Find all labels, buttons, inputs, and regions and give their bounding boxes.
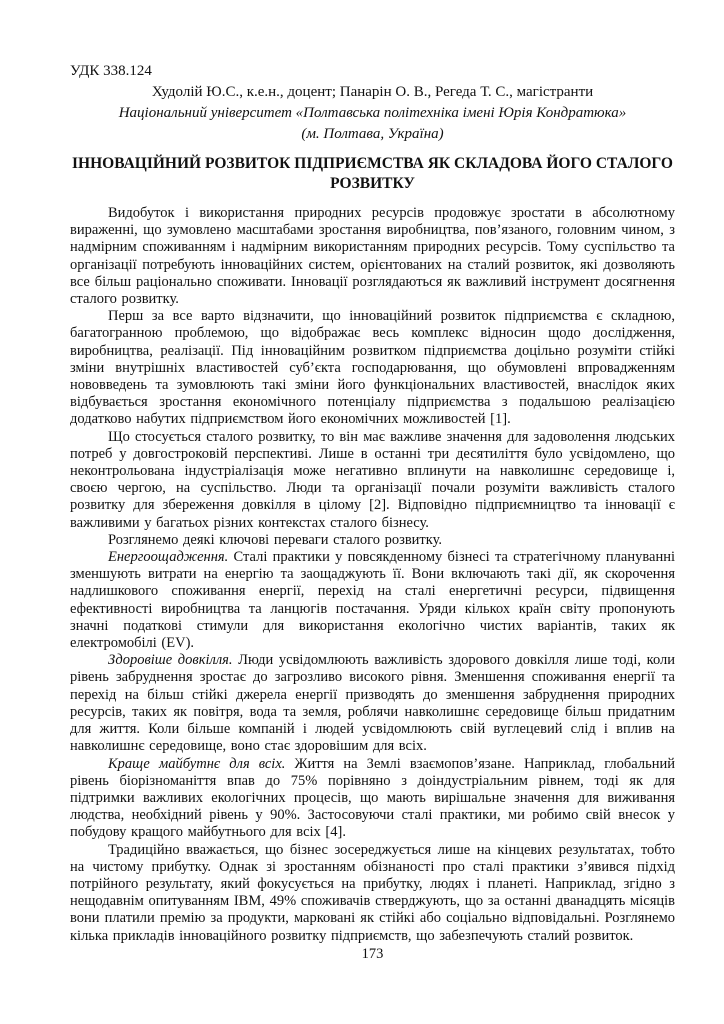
article-body (70, 205, 675, 945)
paragraph-text: Видобуток і використання природних ресурсів продовжує зростати в абсолютному вираженні, що зумовлено масштабами зростання виробництва, пов’язаного, головним чином, з надмірним споживанням і надмірним використанням природних ресурсів. Тому суспільство та організації потребують інноваційних систем, орієнтованих на сталий розвиток, які дозволяють все більш раціонально споживати. Інновації розглядаються як важливий інструмент досягнення сталого розвитку. (70, 205, 675, 308)
paragraph (70, 652, 675, 755)
paragraph-lead-in: Здоровіше довкілля. (108, 652, 239, 669)
location-line: (м. Полтава, Україна) (301, 125, 444, 142)
paragraph (70, 842, 675, 945)
paragraph (70, 205, 675, 308)
paragraph-text: Життя на Землі взаємопов’язане. Наприклад, глобальний рівень біорізноманіття впав до 75% порівняно з доіндустріальним рівнем, тоді як для підтримки важливих екологічних процесів, що мають вирішальне значення для виживання людства, необхідний рівень у 90%. Застосовуючи сталі практики, ми робимо свій внесок у побудову кращого майбутнього для всіх [4]. (70, 755, 675, 841)
paragraph-text: Люди усвідомлюють важливість здорового довкілля лише тоді, коли рівень забруднення зростає до загрозливо високого рівня. Зменшення споживання енергії та перехід на більш стійкі джерела енергії призводять до зменшення забруднення природних ресурсів, таких як повітря, вода та земля, роблячи навколишнє середовище більш придатним для життя. Коли більше компаній і людей усвідомлюють свій вуглецевий слід і вплив на навколишнє середовище, воно стає здоровішим для всіх. (70, 652, 675, 755)
paragraph (70, 532, 675, 549)
paragraph-text: Перш за все варто відзначити, що інноваційний розвиток підприємства є складною, багатогранною проблемою, що відображає весь комплекс відносин щодо дослідження, виробництва, реалізації. Під інноваційним розвитком підприємства доцільно розуміти стійкі зміни внутрішніх властивостей суб’єкта господарювання, що обумовлені впровадженням нововведень та зумовлюють такі зміни його функціональних властивостей, внаслідок яких відбувається зростання економічного потенціалу підприємства з подальшою реалізацією додатково набутих підприємством його економічних можливостей [1]. (70, 308, 675, 428)
udc-number: УДК 338.124 (70, 63, 152, 79)
authors-line: Худолій Ю.С., к.е.н., доцент; Панарін О. В., Регеда Т. С., магістранти (151, 84, 594, 100)
paragraph (70, 549, 675, 652)
paragraph-text: Що стосується сталого розвитку, то він має важливе значення для задоволення людських потреб у довгостроковій перспективі. Лише в останні три десятиліття було усвідомлено, що неконтрольована індустріалізація може негативно вплинути на навколишнє середовище і, своєю чергою, на суспільство. Люди та організації почали розуміти важливість сталого розвитку для збереження довкілля в цілому [2]. Відповідно підприємництво та інновації є важливими у багатьох різних контекстах сталого бізнесу. (70, 428, 675, 531)
affiliation-line: Національний університет «Полтавська політехніка імені Юрія Кондратюка» (118, 105, 627, 121)
paragraph-text: Традиційно вважається, що бізнес зосереджується лише на кінцевих результатах, тобто на чистому прибутку. Однак зі зростанням обізнаності про сталі практики з’явився підхід потрійного результату, який фокусується на прибутку, людях і планеті. Наприклад, згідно з нещодавнім опитуванням IBM, 49% споживачів стверджують, що за останні дванадцять місяців вони платили премію за продукти, марковані як стійкі або соціально відповідальні. Розглянемо кілька прикладів інноваційного розвитку підприємств, що забезпечують сталий розвиток. (70, 841, 675, 944)
paragraph-lead-in: Енергоощадження. (108, 549, 234, 566)
page-number: 173 (361, 946, 384, 962)
paragraph (70, 429, 675, 532)
paragraph-text: Сталі практики у повсякденному бізнесі та стратегічному плануванні зменшують витрати на енергію та заощаджують її. Вони включають такі дії, як скорочення надлишкового споживання енергії, перехід на сталі енергетичні ресурси, підвищення ефективності виробництва та ланцюгів постачання. Уряди кількох країн світу пропонують значні податкові стимули для використання екологічно чистих варіантів, таких як електромобілі (EV). (70, 549, 675, 652)
paragraph (70, 756, 675, 842)
paragraph-text: Розглянемо деякі ключові переваги сталого розвитку. (108, 531, 443, 548)
paragraph (70, 308, 675, 428)
paragraph-lead-in: Краще майбутнє для всіх. (108, 755, 295, 772)
article-title: ІННОВАЦІЙНИЙ РОЗВИТОК ПІДПРИЄМСТВА ЯК СКЛАДОВА ЙОГО СТАЛОГО РОЗВИТКУ (72, 155, 673, 192)
